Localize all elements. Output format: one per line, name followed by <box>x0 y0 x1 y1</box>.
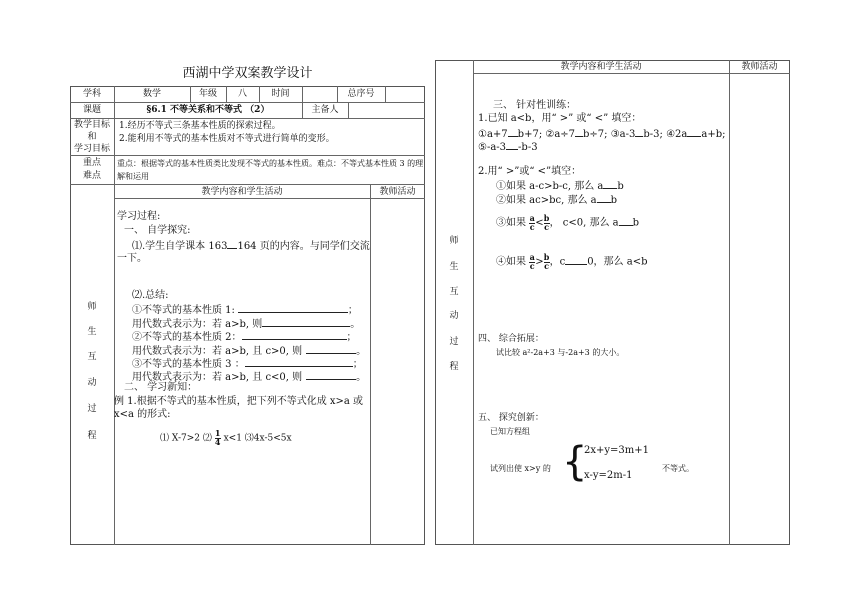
section-3-heading: 三、 针对性训练： <box>493 100 577 111</box>
example-line-1: 例 1.根据不等式的基本性质，把下列不等式化成 x>a 或 <box>114 396 364 407</box>
content-column-header: 教学内容和学生活动 <box>201 187 283 197</box>
goals-label-2: 和 <box>87 132 97 142</box>
subject-label: 学科 <box>82 89 101 99</box>
property-3: ③不等式的基本性质 3 ： ； <box>132 359 363 370</box>
property-1: ①不等式的基本性质 1: ； <box>132 305 358 316</box>
example-line-2: x<a 的形式: <box>114 409 171 420</box>
process-heading: 学习过程: <box>117 211 161 222</box>
side-label-char: 师 <box>449 236 459 246</box>
fraction-b-over-c: $\frac{b}{c}$ <box>543 252 550 271</box>
content-column-header: 教学内容和学生活动 <box>560 62 642 72</box>
fraction-one-quarter: $\frac{1}{4}$ <box>214 428 221 447</box>
property-2-expression: 用代数式表示为：若 a>b, 且 c>0, 则 。 <box>132 346 367 357</box>
key-label-2: 难点 <box>82 171 101 181</box>
section-4-text: 试比较 a²-2a+3 与-2a+3 的大小。 <box>496 348 625 357</box>
system-brace-icon: { <box>562 439 588 485</box>
question-2-item-3: ③如果 $\frac{a}{c}$ < $\frac{b}{c}$ ， c<0, 那么 a b <box>496 213 640 232</box>
question-1-item-5: ⑤-a-3 -b-3 <box>478 142 538 153</box>
side-label-char: 互 <box>449 287 459 297</box>
preparer-label: 主备人 <box>311 105 339 115</box>
section-1-heading: 一、 自学探究: <box>124 225 191 236</box>
key-line-1: 重点：根据等式的基本性质类比发现不等式的基本性质。难点：不等式基本性质 3 的理 <box>117 159 424 168</box>
fraction-b-over-c: $\frac{b}{c}$ <box>543 213 550 232</box>
fraction-a-over-c: $\frac{a}{c}$ <box>529 213 535 232</box>
side-label-char: 程 <box>87 431 97 441</box>
key-label-1: 重点 <box>82 158 101 168</box>
lesson-topic: §6.1 不等关系和不等式 （2） <box>146 105 270 115</box>
serial-label: 总序号 <box>347 89 375 99</box>
goal-line-2: 2.能利用不等式的基本性质对不等式进行简单的变形。 <box>119 134 335 144</box>
time-label: 时间 <box>271 89 290 99</box>
section-5-condition: 试列出使 x>y 的 <box>490 464 551 473</box>
goals-label-1: 教学目标 <box>73 120 110 130</box>
property-3-expression: 用代数式表示为：若 a>b, 且 c<0, 则 。 <box>132 372 367 383</box>
subject-value: 数学 <box>142 89 161 99</box>
page-title: 西湖中学双案教学设计 <box>182 66 313 81</box>
question-2-item-4: ④如果 $\frac{a}{c}$ > $\frac{b}{c}$ ，c 0，那么 a<b <box>496 252 648 271</box>
grade-label: 年级 <box>198 89 217 99</box>
goal-line-1: 1.经历不等式三条基本性质的探索过程。 <box>119 121 281 131</box>
question-1-prompt: 1.已知 a<b，用“ >” 或“ <” 填空： <box>478 113 642 124</box>
question-1-items: ①a+7 b+7; ②a÷7 b÷7; ③a-3 b-3; ④2a a+b; <box>478 129 726 140</box>
grade-value: 八 <box>237 89 247 99</box>
property-1-expression: 用代数式表示为：若 a>b, 则 。 <box>132 319 361 330</box>
fraction-a-over-c: $\frac{a}{c}$ <box>529 252 535 271</box>
side-label-char: 过 <box>449 337 459 347</box>
question-2-item-2: ②如果 ac>bc, 那么 a b <box>496 195 618 206</box>
section-5-tail: 不等式。 <box>662 464 694 473</box>
section-5-text: 已知方程组 <box>490 427 530 436</box>
summary-heading: ⑵.总结: <box>132 290 169 301</box>
section-4-heading: 四、 综合拓展： <box>478 334 544 344</box>
side-label-char: 动 <box>449 311 459 321</box>
teacher-column-header: 教师活动 <box>379 187 416 197</box>
key-line-2: 解和运用 <box>117 172 149 181</box>
side-label-char: 生 <box>87 327 97 337</box>
goals-label-3: 学习目标 <box>73 144 110 154</box>
side-label-char: 过 <box>87 404 97 414</box>
question-2-item-1: ①如果 a-c>b-c, 那么 a b <box>496 181 624 192</box>
side-label-char: 动 <box>87 378 97 388</box>
side-label-char: 师 <box>87 302 97 312</box>
teacher-column-header: 教师活动 <box>741 62 778 72</box>
example-problems: ⑴ X-7>2 ⑵ $\frac{1}{4}$ x<1 ⑶4x-5<5x <box>160 428 292 447</box>
side-label-char: 生 <box>449 262 459 272</box>
question-2-prompt: 2.用“ >”或“ <”填空： <box>478 166 582 177</box>
equation-1: 2x+y=3m+1 <box>584 445 649 456</box>
side-label-char: 互 <box>87 352 97 362</box>
section-5-heading: 五、 探究创新： <box>478 413 544 423</box>
section-2-heading: 二、 学习新知： <box>124 382 198 393</box>
section-1-item: ⑴.学生自学课本 163 164 页的内容。与同学们交流 <box>132 241 370 252</box>
side-label-char: 程 <box>449 362 459 372</box>
property-2: ②不等式的基本性质 2： ； <box>132 332 357 343</box>
topic-label: 课题 <box>82 105 101 115</box>
equation-2: x-y=2m-1 <box>584 470 633 481</box>
section-1-item-continued: 一下。 <box>117 253 147 264</box>
